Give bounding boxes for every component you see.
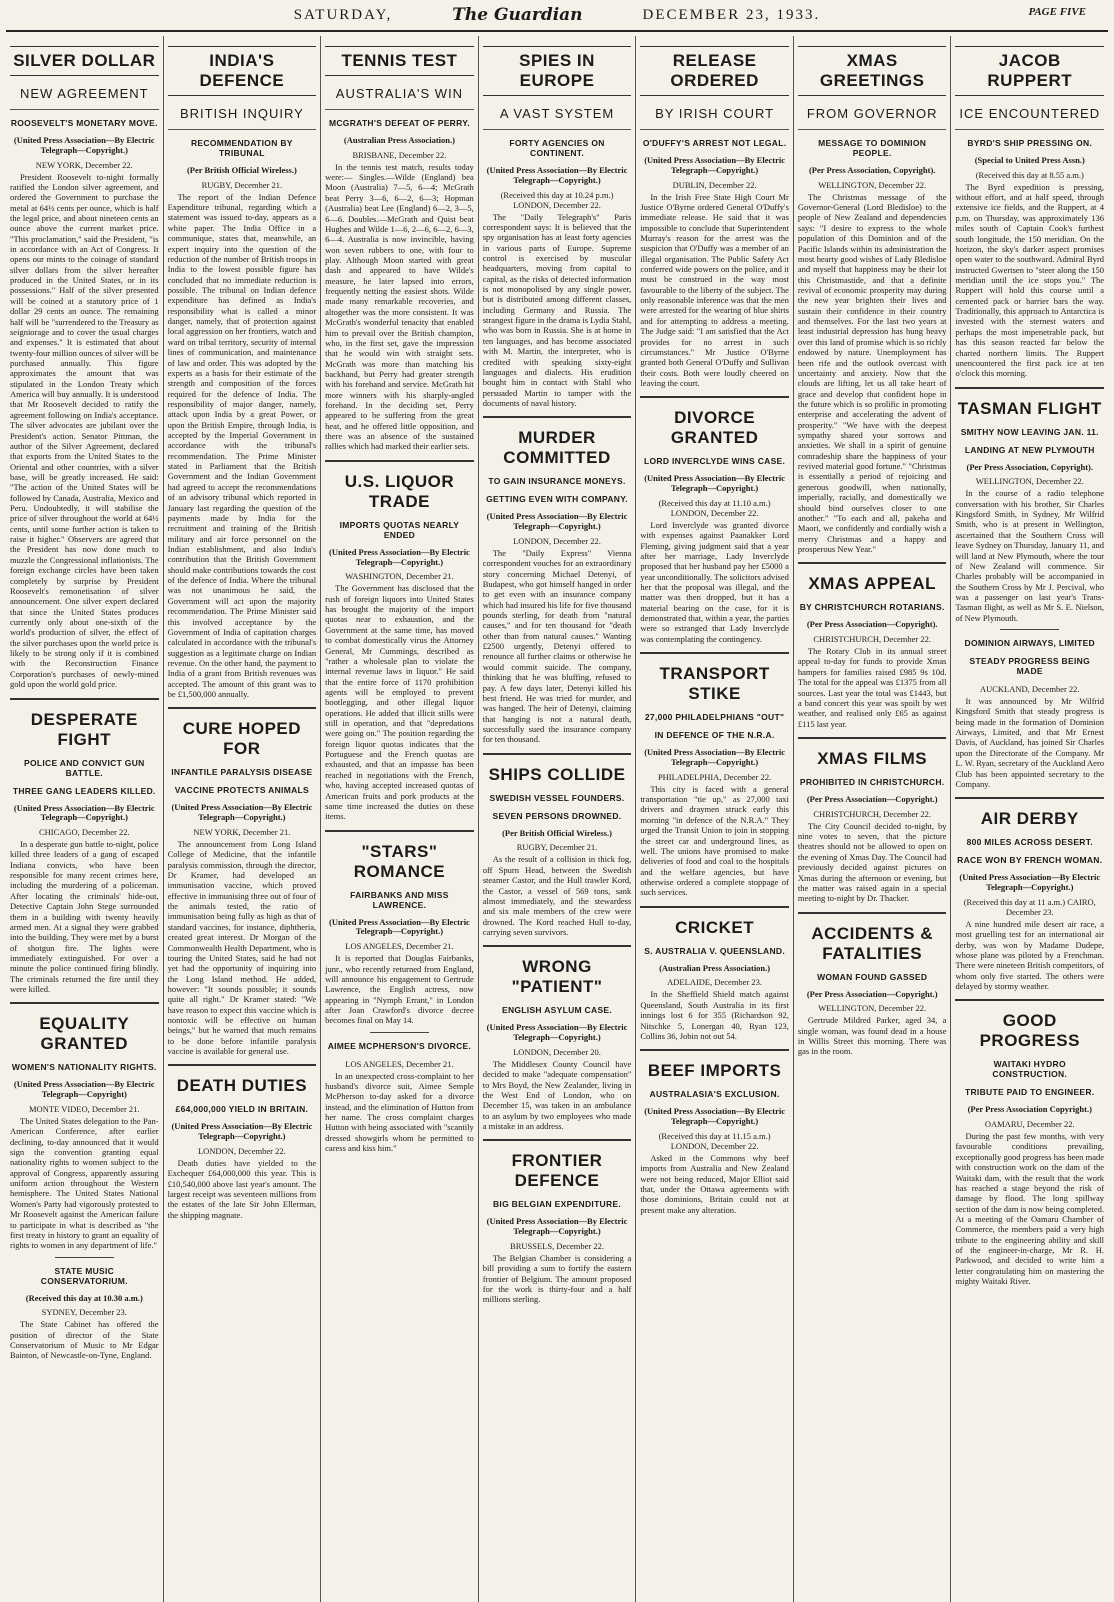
article-subhead: 27,000 PHILADELPHIANS "OUT"	[644, 712, 785, 723]
article-dateline: (Received this day at 11.10 a.m.) LONDON, December 22.	[658, 497, 771, 518]
article-dateline: AUCKLAND, December 22.	[979, 684, 1080, 695]
article-headline: XMAS APPEAL	[808, 574, 937, 594]
article-divider	[10, 698, 159, 700]
news-column	[479, 36, 637, 1602]
wire-credit: (United Press Association—By Electric Telegraph—Copyright.)	[486, 1022, 628, 1043]
article-body: The "Daily Express" Vienna correspondent vouches for an extraordinary story concerning Michael Detenyi, of Budapest, who got himself hanged in order to get even with an insurance company which had insured his life for five thousand pounds sterling, for death from "natural causes," and for ten thousand for "death other than from natural causes." Wanting £2500 urgently, Detenyi offered to renounce all further claims or otherwise he would commit suicide. The company, thinking that he was bluffing, refused to pay. A few days later, Detenyi killed his best friend. He was tried for murder, and was hanged. The heir of Detenyi, claiming that hanging is not a natural death, successfully sued the insurance company for ten thousand.	[482, 547, 632, 745]
news-article	[955, 387, 1104, 623]
article-subhead: AUSTRALASIA'S EXCLUSION.	[649, 1089, 780, 1100]
article-dateline: (Received this day at 11.15 a.m.) LONDON, December 22.	[658, 1130, 771, 1151]
article-divider	[55, 1257, 114, 1258]
article-body: It was announced by Mr Wilfrid Kingsford Smith that steady progress is being made in the formation of Dominion Airways, Limited, and that Mr Ernest Davis, of Auckland, has joined Sir Charles upon the Directorate of the Company. Mr L. W. Ryan, secretary of the Auckland Aero Club has been appointed secretary to the Company.	[955, 696, 1105, 789]
page-header	[6, 0, 1108, 32]
article-dateline: BRUSSELS, December 22.	[510, 1240, 604, 1251]
article-divider	[798, 737, 947, 739]
article-subhead: STATE MUSIC CONSERVATORIUM.	[40, 1265, 128, 1286]
article-divider	[640, 906, 789, 908]
article-body: The Government has disclosed that the rush of foreign liquors into United States has brought the majority of the import quotas near to exhaustion, and the Government at the same time, has moved to combat domestically virus the Attorney General, Mr Cummings, described as "rather a wholesale plan to violate the internal revenue laws in liquor." He said that the entire force of 1170 prohibition agents will be employed to prevent bootlegging, and other illegal liquor operations. He added that illicit stills were still in operation, and that "depredations were going on." The position regarding the foreign liquor quotas indicates that the Portuguese and the French quotas are exhausted, and that an impasse has been reached in negotiations with the French, who, having accepted increased quotas of American fruits and pork products at the same time increased the duties on these items.	[325, 583, 474, 822]
article-subhead: MESSAGE TO DOMINION PEOPLE.	[818, 138, 927, 158]
article-dateline: LONDON, December 22.	[513, 535, 601, 546]
wire-credit: (United Press Association—By Electric Telegraph—Copyright.)	[644, 473, 785, 494]
article-subhead: BY CHRISTCHURCH ROTARIANS.	[799, 602, 945, 613]
wire-credit: (United Press Association—By Electric Telegraph—Copyright.)	[486, 511, 628, 532]
wire-credit: (Received this day at 10.30 a.m.)	[25, 1292, 143, 1303]
article-divider	[955, 797, 1104, 799]
article-dateline: WELLINGTON, December 22.	[818, 1003, 927, 1014]
wire-credit: (United Press Association—By Electric Telegraph—Copyright.)	[644, 155, 785, 175]
wire-credit: (Per Press Association—Copyright).	[806, 619, 938, 630]
news-article	[483, 753, 632, 938]
article-dateline: NEW YORK, December 22.	[35, 159, 133, 170]
article-subhead: WOMEN'S NATIONALITY RIGHTS.	[11, 1062, 157, 1073]
article-headline: TENNIS TEST	[325, 46, 474, 76]
article-body: In the course of a radio telephone conversation with his brother, Sir Charles Kingsford Smith, in Sydney, Mr Wilfrid Smith, who is at present in Wellington, ascertained that the Southern Cross will leave Sydney on Thursday, January 11, and will land at New Plymouth, where the tour of New Zealand will commence. Sir Charles probably will be accompanied in the Southern Cross by Mr J. Percival, who was a passenger on last year's Trans-Tasman flight, as well as Mr S. E. Nielson, of New Plymouth.	[955, 488, 1105, 623]
article-subhead: RECOMMENDATION BY TRIBUNAL	[190, 138, 293, 158]
article-body: Death duties have yielded to the Exchequer £64,000,000 this year. This is £10,540,000 above last year's amount. The largest receipt was seventeen millions from the estates of the late Sir John Ellerman, the shipping magnate.	[167, 1157, 317, 1220]
wire-credit: (United Press Association—By Electric Telegraph—Copyright.)	[486, 1216, 628, 1237]
article-body: Asked in the Commons why beef imports from Australia and New Zealand were not being reduced, Major Elliot said that, under the Ottawa agreements with those dominions, Britain could not at present make any alteration.	[640, 1152, 789, 1215]
news-column	[321, 36, 479, 1602]
news-article	[10, 698, 159, 995]
article-deck: FROM GOVERNOR	[798, 106, 947, 130]
news-article	[798, 912, 947, 1057]
news-article	[168, 707, 317, 1056]
article-deck: NEW AGREEMENT	[10, 86, 159, 110]
article-headline: TRANSPORT STIKE	[659, 664, 770, 704]
article-divider	[798, 912, 947, 914]
article-dateline: LONDON, December 22.	[197, 1145, 286, 1156]
article-headline: GOOD PROGRESS	[979, 1011, 1080, 1051]
wire-credit: (United Press Association—By Electric Telegraph—Copyright.)	[13, 135, 155, 155]
article-headline: DIVORCE GRANTED	[670, 408, 759, 448]
article-dateline: NEW YORK, December 21.	[193, 826, 291, 837]
article-headline: JACOB RUPPERT	[955, 46, 1104, 96]
article-divider	[640, 1049, 789, 1051]
article-subhead: INFANTILE PARALYSIS DISEASE	[171, 767, 313, 778]
news-article	[10, 46, 159, 690]
article-subhead-secondary: THREE GANG LEADERS KILLED.	[12, 785, 156, 796]
news-article	[955, 999, 1104, 1286]
article-body: The report of the Indian Defence Expenditure tribunal, regarding which a statement was issued to-day, appears as a white paper. The India Office in a communique, states that, meanwhile, an expert inquiry into the question of the reduction of the number of British troops in India to the lowest possible figure has concluded that no immediate reduction is possible. The tribunal on Indian defence expenditure has defined as India's responsibility what is called a minor danger, namely, that of protection against local aggression on her frontiers, watch and ward on tribal territory, security of internal lines of communication, and maintenance of law and order. This was adopted by the experts as a basis for their estimate of the strength and composition of the forces required for the defence of India. The responsibility of major danger, namely, attack upon India by a great Power, or upon the British Empire, through India, is accepted by the Imperial Government in accordance with the tribunal's recommendation. The Prime Minister stated in Parliament that the British Government and the Indian Government had agreed to accept the recommendations of an advisory tribunal which reported in January last regarding the question of the payments made by India for the recruitment and training of the British military and air force personnel on the Indian establishment, and also India's contribution that the British Government should make contributions towards the cost of the defence of India. Where the tribunal was not unanimous he said, the Government will act upon the majority recommendation. The Prime Minister said this involved acceptance by the Government of India of capitation charges calculated in accordance with the tribunal's suggestion as a legitimate charge on Indian revenue. On the other hand, the payment to India of a grant from British revenues was accepted. The amount of this grant was to be £1,500,000 annually.	[167, 191, 317, 700]
article-subhead: SWEDISH VESSEL FOUNDERS.	[489, 792, 625, 803]
article-divider	[168, 1064, 317, 1066]
article-headline: CRICKET	[675, 917, 755, 937]
article-dateline: WASHINGTON, December 21.	[345, 571, 454, 582]
article-deck: BRITISH INQUIRY	[168, 106, 317, 130]
article-body: The announcement from Long Island College of Medicine, that the infantile paralysis commission, through the director, Dr Kramer, had developed an immunisation vaccine, which proved effective in immunising three out of four of the animals tested, the ratio of immunisation being fully as high as that of standard vaccines, for instance, diphtheria, created great interest. Dr Morgan of the Commonwealth Health Department, who is touring the United States, said he had not yet had the opportunity of inquiring into the Long Island method. He added, however: "It sounds possible; it sounds quite all right." Dr Kramer stated: "We have reason to expect this vaccine which is nontoxic will be effective on human beings," but he warned that much remains to be done before infantile paralysis vaccine is available for general use.	[167, 838, 317, 1057]
article-subhead-secondary: LANDING AT NEW PLYMOUTH	[964, 444, 1095, 455]
article-subhead: £64,000,000 YIELD IN BRITAIN.	[175, 1104, 309, 1115]
article-body: President Roosevelt to-night formally ratified the London silver agreement, and ordered the Government to purchase the metal at 64½ cents per ounce, which is half the legal price, and about nineteen cents an ounce above the current market price. "This proclamation," said the President, "is in accordance with an Act of Congress. It opens our mints to the coinage of standard silver dollars from the silver hereafter produced in the United States, or in its possessions." Half of the silver presented will be coined at a statutory price of 1 dollar 29 cents an ounce. The remaining half will be "surrendered to the Treasury as seigniorage and to cover the usual charges and expenses." It is estimated that about twenty-four million ounces of silver will be purchased annually. This figure approximates the amount that was stipulated in the London Treaty which America will buy annually. It is understood that Mr Roosevelt decided to ratify the agreement following on India's acceptance. The silver advocates are jubilant over the President's action. Senator Pittman, the author of the Silver Agreement, declared that exports from the United States to the Oriental and other countries, with a silver base, will be greatly increased. He said: "The action of the United States will be followed by Canada, Australia, Mexico and Peru. Undoubtedly, it will stabilise the price of silver throughout the world at 64½ cents, until some further action is taken to raise it higher." Observers are agreed that the President has now done much to muzzle the Congressional inflationists. The foreign exchange circles have been taken completely by surprise by President Roosevelt's remonetisation of silver announcement. One silver expert declared that since the United States produces currently only about one-sixth of the world's production of silver, the effect of the silver purchases upon the world price is likely to be strong only if it is combined with the Reconstruction Finance Corporation's purchases of newly-mined gold upon the world gold price.	[10, 171, 159, 690]
article-divider	[1000, 629, 1059, 630]
news-article	[955, 629, 1104, 789]
article-divider	[955, 999, 1104, 1001]
article-headline: U.S. LIQUOR TRADE	[344, 471, 455, 511]
article-subhead: O'DUFFY'S ARREST NOT LEGAL.	[642, 138, 787, 148]
article-body: In the Sheffield Shield match against Queensland, South Australia in its first innings lost 6 for 355 (Richardson 92, Nitschke 5, Lonergan 40, Ryan 123, Collins 36, Jobin not out 54.	[640, 989, 789, 1041]
article-body: In a desperate gun battle to-night, police killed three leaders of a gang of escaped Indiana convicts, who have been responsible for many recent crimes here, including the murdering of a policeman. After locating the criminals' hide-out, Detective Captain John Stege surrounded them in a building with twenty heavily armed men. At a signal they were grabbed into the building. They were met by a burst of shotgun fire. The lights were immediately extinguished. For over a minute the police continued firing blindly. The criminals returned the fire until they were killed.	[10, 839, 159, 995]
masthead: The Guardian	[452, 5, 583, 25]
wire-credit: (Per Press Association—Copyright.)	[806, 988, 938, 999]
article-divider	[483, 945, 632, 947]
news-article	[168, 46, 317, 699]
article-subhead: FAIRBANKS AND MISS LAWRENCE.	[350, 889, 449, 910]
article-dateline: LOS ANGELES, December 21.	[345, 941, 454, 952]
article-headline: SHIPS COLLIDE	[488, 764, 626, 784]
article-divider	[955, 387, 1104, 389]
news-article	[483, 46, 632, 408]
article-body: As the result of a collision in thick fog, off Spurn Head, between the Swedish steamer Castor, and the Hull trawler Kord, the Castor, a vessel of 569 tons, sank almost immediately, and the stewardess and six male members of the crew were drowned. The Kord reached Hull to-day, carrying seven survivors.	[482, 854, 632, 937]
article-deck: AUSTRALIA'S WIN	[325, 86, 474, 110]
article-headline: SPIES IN EUROPE	[483, 46, 632, 96]
article-headline: "STARS" ROMANCE	[353, 841, 446, 881]
article-subhead: ROOSEVELT'S MONETARY MOVE.	[10, 118, 158, 128]
article-body: A nine hundred mile desert air race, a most gruelling test for an international air derby, was won by Madame Dudepe, whose plane was piloted by a Frenchman. There were nineteen British competitors, of whom only five started. The others were delayed by stormy weather.	[955, 918, 1105, 991]
article-divider	[798, 562, 947, 564]
columns-container	[6, 36, 1108, 1602]
wire-credit: (Australian Press Association.)	[659, 962, 771, 973]
article-subhead: DOMINION AIRWAYS, LIMITED	[964, 638, 1095, 649]
issue-date: DECEMBER 23, 1933.	[642, 6, 821, 23]
article-body: Gertrude Mildred Parker, aged 34, a single woman, was found dead in a house in Willis Street this morning. There was gas in the room.	[797, 1015, 947, 1057]
article-subhead-secondary: STEADY PROGRESS BEING MADE	[969, 656, 1090, 677]
wire-credit: (United Press Association—By Electric Telegraph—Copyright.)	[329, 546, 470, 567]
article-body: In the Irish Free State High Court Mr Justice O'Byrne ordered General O'Duffy's immediate release. He said that it was impossible to conclude that Superintendent Murray's reason for the arrest was the suspicion that O'Duffy was a member of an illegal organisation. The Public Safety Act conferred wide powers on the police, and it must be construed in the way most favourable to the liberty of the subject. The only reasonable inference was that the men were arrested for the wearing of blue shirts and for attempting to address a meeting. The Judge said: "I am satisfied that the Act provides for no arrest in such circumstances." Mr Justice O'Byrne granted both General O'Duffy and Sullivan their costs. Both were loudly cheered on leaving the court.	[640, 191, 789, 388]
article-dateline: LONDON, December 20.	[513, 1046, 601, 1057]
article-dateline: ADELAIDE, December 23.	[667, 977, 763, 988]
article-body: The State Cabinet has offered the position of director of the State Conservatorium of Music to Mr Edgar Bainton, of Newcastle-on-Tyne, England.	[10, 1319, 159, 1361]
news-article	[483, 1139, 632, 1304]
article-headline: DEATH DUTIES	[176, 1076, 308, 1096]
news-article	[325, 46, 474, 452]
news-article	[483, 416, 632, 744]
article-headline: MURDER COMMITTED	[503, 428, 611, 468]
article-divider	[370, 1032, 429, 1033]
news-article	[955, 797, 1104, 991]
article-dateline: RUGBY, December 21.	[201, 179, 283, 190]
wire-credit: (United Press Association—By Electric Telegraph—Copyright.)	[486, 165, 628, 185]
article-body: The Middlesex County Council have decided to make "adequate compensation" to Mrs Boyd, the New Zealander, living in the West End of London, who on December 15, was taken in an ambulance to an asylum by two employees who made a mistake in an address.	[482, 1058, 632, 1132]
wire-credit: (Per British Official Wireless.)	[502, 827, 612, 838]
article-subhead: AIMEE MCPHERSON'S DIVORCE.	[327, 1040, 472, 1051]
news-article	[798, 46, 947, 554]
news-article	[10, 1257, 159, 1361]
article-dateline: WELLINGTON, December 22.	[975, 476, 1084, 487]
wire-credit: (United Press Association—By Electric Telegraph—Copyright)	[13, 1079, 155, 1100]
wire-credit: (United Press Association—By Electric Telegraph—Copyright.)	[171, 802, 313, 823]
article-dateline: (Received this day at 11 a.m.) CAIRO, December 23.	[963, 896, 1096, 917]
article-subhead: ENGLISH ASYLUM CASE.	[501, 1005, 613, 1016]
news-column	[951, 36, 1108, 1602]
article-subhead: S. AUSTRALIA V. QUEENSLAND.	[644, 945, 785, 956]
article-dateline: DUBLIN, December 22.	[672, 179, 757, 190]
article-body: The City Council decided to-night, by nine votes to seven, that the picture theatres should not be allowed to open on the evening of Xmas Day. The Council had previously decided against pictures on Xmas during the afternoon or evening, but the matter was raised again in a special meeting to-night by Dr. Thacker.	[797, 820, 947, 904]
news-article	[798, 737, 947, 904]
news-article	[483, 945, 632, 1131]
article-divider	[483, 753, 632, 755]
wire-credit: (United Press Association—By Electric Telegraph—Copyright.)	[13, 802, 155, 823]
article-subhead: 800 MILES ACROSS DESERT.	[966, 837, 1093, 848]
news-column	[636, 36, 794, 1602]
issue-day: SATURDAY,	[293, 6, 393, 23]
article-body: Lord Inverclyde was granted divorce with expenses against Paanakker Lord Fleming, giving judgment said that a year after her marriage, Lady Inverclyde proposed that her husband pay her £5000 a year unconditionally. The solicitors advised her that the proposal was illegal, and the matter was then dropped, but it has a material bearing on the case, for it is demonstrated that, within a year, the parties were so estranged that Lady Inverclyde was contemplating the contingency.	[640, 519, 789, 644]
article-dateline: MONTE VIDEO, December 21.	[29, 1103, 140, 1114]
article-body: During the past few months, with very favourable conditions prevailing, exceptionally good progress has been made with construction work on the dam of the Waitaki dam, with the result that the work has reached a stage beyond the risk of damage by flood. The long spillway section of the dam is now being completed. At a meeting of the Oamaru Chamber of Commerce, the members paid a very high tribute to the engineering ability and skill of the engineer-in-charge, Mr R. H. Parkwood, and decided to write him a letter congratulating him on mastering the mighty Waitaki River.	[955, 1131, 1105, 1287]
wire-credit: (United Press Association—By Electric Telegraph—Copyright.)	[644, 1106, 785, 1127]
article-subhead: BIG BELGIAN EXPENDITURE.	[492, 1199, 622, 1210]
wire-credit: (United Press Association—By Electric Telegraph—Copyright.)	[959, 872, 1101, 893]
article-divider	[325, 830, 474, 832]
news-article	[10, 1002, 159, 1250]
article-divider	[640, 396, 789, 398]
news-column	[164, 36, 322, 1602]
article-dateline: LOS ANGELES, December 21.	[345, 1058, 454, 1069]
article-subhead: BYRD'S SHIP PRESSING ON.	[967, 138, 1093, 148]
news-article	[640, 906, 789, 1042]
article-dateline: CHRISTCHURCH, December 22.	[813, 634, 931, 645]
article-subhead: POLICE AND CONVICT GUN BATTLE.	[24, 757, 145, 778]
wire-credit: (Special to United Press Assn.)	[974, 155, 1085, 165]
wire-credit: (United Press Association—By Electric Telegraph—Copyright.)	[329, 916, 470, 937]
article-headline: DESPERATE FIGHT	[30, 709, 138, 749]
wire-credit: (United Press Association—By Electric Telegraph—Copyright.)	[644, 747, 785, 767]
article-subhead: TO GAIN INSURANCE MONEYS.	[488, 476, 626, 487]
article-divider	[640, 652, 789, 654]
news-article	[168, 1064, 317, 1220]
news-article	[640, 652, 789, 897]
article-subhead-secondary: RACE WON BY FRENCH WOMAN.	[957, 855, 1103, 866]
article-subhead-secondary: GETTING EVEN WITH COMPANY.	[486, 494, 628, 505]
article-divider	[483, 416, 632, 418]
article-subhead: LORD INVERCLYDE WINS CASE.	[644, 456, 786, 467]
article-headline: TASMAN FLIGHT	[957, 398, 1102, 418]
article-dateline: SYDNEY, December 23.	[41, 1307, 127, 1318]
article-subhead: FORTY AGENCIES ON CONTINENT.	[509, 138, 605, 158]
news-article	[640, 1049, 789, 1215]
article-body: In an unexpected cross-complaint to her husband's divorce suit, Aimee Semple McPherson to-day asked for a divorce instead, and the elimination of Hutton from her name. The cross complaint charges Hutton with being associated with "scantily dressed showgirls whom he permitted to caress and kiss him."	[325, 1070, 474, 1154]
wire-credit: (United Press Association—By Electric Telegraph—Copyright.)	[171, 1121, 313, 1142]
news-column	[6, 36, 164, 1602]
article-body: The "Daily Telegraph's" Paris correspondent says: It is believed that the spy organisation has at least forty agencies in various parts of Europe. Supreme control is exercised by muscular headquarters, moving from capital to capital, as the risks of detected information is not monopolised by any single power, but is distributed among different classes, including Germany and Russia. The strangest figure in the drama is Lydia Stahl, who was born in Russia. She is at home in ten languages, and has become associated with M. Martin, the interpreter, who is credited with speaking sixty-eight languages and dialects. His erudition bought him in contact with Stahl who persuaded Martin to tamper with the documents of naval history.	[482, 211, 632, 408]
article-subhead-secondary: TRIBUTE PAID TO ENGINEER.	[965, 1087, 1095, 1098]
article-subhead-secondary: VACCINE PROTECTS ANIMALS	[174, 785, 309, 796]
article-dateline: RUGBY, December 21.	[516, 842, 598, 853]
article-deck: ICE ENCOUNTERED	[955, 106, 1104, 130]
article-headline: CURE HOPED FOR	[182, 719, 302, 759]
news-article	[640, 396, 789, 644]
wire-credit: (Per Press Association, Copyright).	[966, 461, 1093, 472]
news-article	[955, 46, 1104, 379]
article-dateline: BRISBANE, December 22.	[352, 149, 447, 160]
article-dateline: CHRISTCHURCH, December 22.	[813, 808, 931, 819]
article-dateline: OAMARU, December 22.	[984, 1119, 1075, 1130]
article-subhead: IMPORTS QUOTAS NEARLY ENDED	[339, 519, 460, 540]
article-headline: BEEF IMPORTS	[647, 1061, 782, 1081]
news-article	[325, 1032, 474, 1154]
article-headline: XMAS GREETINGS	[798, 46, 947, 96]
page-folio: PAGE FIVE	[1028, 6, 1086, 18]
article-dateline: CHICAGO, December 22.	[38, 827, 130, 838]
news-column	[794, 36, 952, 1602]
article-subhead-secondary: SEVEN PERSONS DROWNED.	[492, 810, 622, 821]
wire-credit: (Per Press Association—Copyright.)	[806, 793, 938, 804]
article-headline: FRONTIER DEFENCE	[511, 1151, 603, 1191]
article-headline: EQUALITY GRANTED	[39, 1014, 130, 1054]
article-headline: WRONG "PATIENT"	[511, 957, 603, 997]
wire-credit: (Per Press Association Copyright.)	[967, 1104, 1092, 1115]
news-article	[325, 460, 474, 822]
wire-credit: (Australian Press Association.)	[343, 135, 455, 145]
article-body: The United States delegation to the Pan-American Conference, after earlier declining, to-day announced that it would sign the convention granting equal nationality rights to women subject to the approval of Congress, apparently assuring uniform action throughout the Western hemisphere. The United States National Women's Party had vigorously protested to Mr Roosevelt against the American failure to participate in what is described as "the first treaty in history to grant an equality of rights to women in any department of life."	[10, 1115, 159, 1251]
article-headline: SILVER DOLLAR	[10, 46, 159, 76]
article-headline: RELEASE ORDERED	[640, 46, 789, 96]
article-body: It is reported that Douglas Fairbanks, junr., who recently returned from England, will announce his engagement to Gertrude Lawrence, the English actress, now appearing in "Nymph Errant," in London after Joan Crawford's divorce decree becomes final on May 14.	[325, 953, 474, 1026]
article-dateline: PHILADELPHIA, December 22.	[657, 771, 772, 782]
article-subhead: WOMAN FOUND GASSED	[817, 971, 928, 982]
article-deck: BY IRISH COURT	[640, 106, 789, 130]
article-divider	[10, 1002, 159, 1004]
news-article	[798, 562, 947, 729]
article-body: This city is faced with a general transportation "tie up," as 27,000 taxi drivers and draymen struck early this morning "in defence of the N.R.A." They urged the Transit Union to join in stopping the street car and underground lines, as well. The unions have promised to make deliveries of food and coal to the hospitals and the welfare agencies, but have otherwise ordered a complete stoppage of such services.	[640, 783, 789, 898]
article-body: The Rotary Club in its annual street appeal to-day for funds to provide Xmas hampers for families raised £985 9s 10d. The total for the appeal was £1375 from all sources. Last year the total was £1443, but a band concert this year was spoilt by wet weather, and realised only £65 as against £115 last year.	[797, 646, 947, 729]
article-body: The Belgian Chamber is considering a bill providing a sum to fortify the eastern frontier of Belgium. The amount proposed for the work is thirty-four and a half millions sterling.	[482, 1252, 632, 1305]
article-dateline: (Received this day at 8.55 a.m.)	[975, 169, 1084, 180]
wire-credit: (Per British Official Wireless.)	[186, 165, 297, 175]
article-dateline: (Received this day at 10.24 p.m.) LONDON, December 22.	[500, 189, 614, 210]
wire-credit: (Per Press Association, Copyright).	[808, 165, 936, 175]
article-deck: A VAST SYSTEM	[483, 106, 632, 130]
article-divider	[168, 707, 317, 709]
article-subhead: SMITHY NOW LEAVING JAN. 11.	[960, 426, 1099, 437]
article-body: In the tennis test match, results today were:— Singles.—Wilde (England) bea Moon (Australia) 7—5, 6—4; McGrath beat Perry 3—6, 6—2, 6—3; Hopman (Australia) beat Lee (England) 6—2, 3—5, 6—6. Doubles.—McGrath and Quist beat Hughes and Wilde 1—6, 2—6, 6—2, 6—3, 6—4. Australia is now invincible, having won seven rubbers to one, with four to play. Although Moon started with great dash and appeared to have Wilde's measure, he later lapsed into errors, frequently netting the easiest shots. Wilde made many remarkable recoveries, and altogether was the more consistent. It was McGrath's wonderful tenacity that enabled him to prevail over the British champion, who, in the first set, gave the impression that he would win with straight sets. McGrath was more than matching his backhand, but Perry had greater strength with his forehand and service. McGrath hit more winners with his sharply-angled forehand. In the deciding set, Perry appeared to be suffering from the great heat, and he offered little opposition, and there was an absence of the sustained rallies which had marked their earlier sets.	[325, 161, 474, 452]
article-headline: ACCIDENTS & FATALITIES	[811, 923, 934, 963]
article-headline: INDIA'S DEFENCE	[168, 46, 317, 96]
article-subhead: MCGRATH'S DEFEAT OF PERRY.	[328, 118, 470, 128]
article-subhead: PROHIBITED IN CHRISTCHURCH.	[799, 776, 945, 787]
article-divider	[483, 1139, 632, 1141]
news-article	[325, 830, 474, 1026]
article-headline: AIR DERBY	[980, 809, 1079, 829]
news-article	[640, 46, 789, 388]
article-subhead: WAITAKI HYDRO CONSTRUCTION.	[992, 1059, 1068, 1080]
article-dateline: WELLINGTON, December 22.	[818, 179, 927, 190]
article-subhead-secondary: IN DEFENCE OF THE N.R.A.	[654, 730, 775, 741]
article-body: The Christmas message of the Governor-General (Lord Bledisloe) to the people of New Zealand and dependencies says: "I desire to express to the whole population of this Dominion and of the Pacific Islands within its administration the most hearty good wishes of Lady Bledisloe and myself that happiness may be their lot this Christmastide, and that a definite revival of economic prosperity may during the new year brighten their lives and sustain their confidence in their country and themselves. For the last two years at least industrial depression has hung heavy over this land of promise which is so richly endowed by nature. Unemployment has been rife and the outlook overcast with uncertainty and anxiety. Now that the clouds are lifting, let us all take heart of grace and develop that confident hope in the future which is so prolific in promoting enterprise and accelerating the advent of prosperity." "We have with the deepest sympathy shared your sorrows and anxieties. We shall in a spirit of genuine comradeship share the happiness of your revived material good fortune." "Christmas is essentially a period of rejoicing and generous goodwill, when nationally, imperially, racially, and domestically we should bind ourselves closer to one another." "To each and all, pakeha and Maori, we confidently and cordially wish a merry Christmas and a happy and prosperous New Year."	[797, 191, 947, 554]
article-divider	[325, 460, 474, 462]
article-headline: XMAS FILMS	[817, 748, 928, 768]
article-body: The Byrd expedition is pressing, without effort, and at half speed, through extensive ice fields, and the Ruppert, at 4 p.m. on Thursday, was approximately 136 miles south of Captain Cook's furthest south longitude, the 150 meridian. On the horizon, the sky's darker aspect promises open water to the southward. Admiral Byrd instructed Gwertsen to "steer along the 150 meridian until the ice stops you." The Ruppert will hold this course until a cemented pack or barrier bars the way. Traditionally, this approach to Antarctica is invested with the sternest waters and perhaps the most impenetrable pack, but has this season reacted far below the charted northern limits. The Ruppert unencountered the first pack ice at ten o'clock this morning.	[955, 181, 1105, 379]
